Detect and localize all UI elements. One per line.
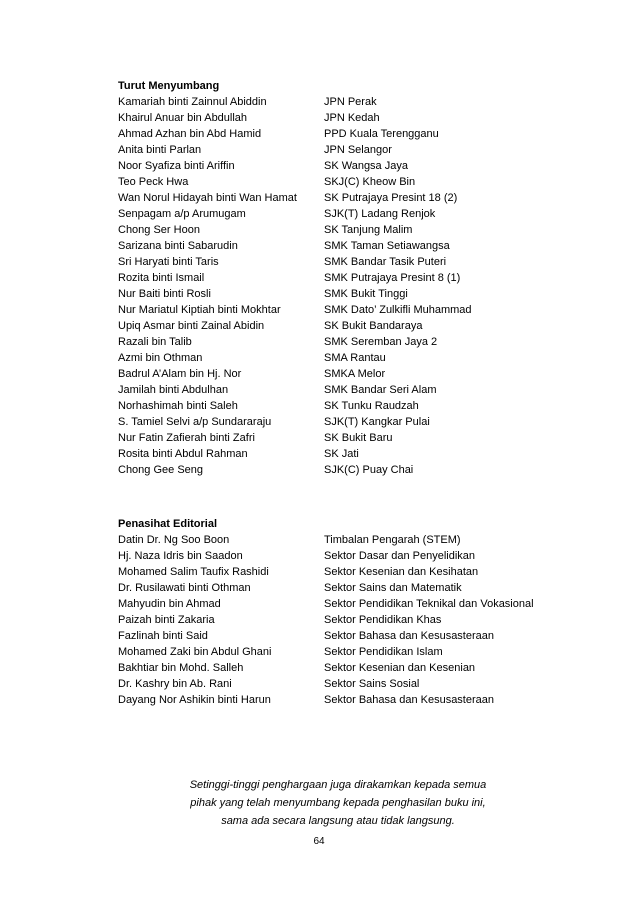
- institution-name: Sektor Pendidikan Khas: [324, 614, 442, 626]
- acknowledgement-note: [118, 776, 558, 830]
- institution-name: SMKA Melor: [324, 368, 386, 380]
- person-name: Chong Gee Seng: [118, 464, 204, 476]
- table-row: [118, 660, 558, 676]
- person-name: Bakhtiar bin Mohd. Salleh: [118, 662, 244, 674]
- table-row: [118, 190, 558, 206]
- person-name: Razali bin Talib: [118, 336, 192, 348]
- table-row: [118, 398, 558, 414]
- table-row: [118, 382, 558, 398]
- table-row: [118, 238, 558, 254]
- institution-name: SJK(T) Kangkar Pulai: [324, 416, 430, 428]
- table-row: [118, 302, 558, 318]
- institution-name: SK Tunku Raudzah: [324, 400, 419, 412]
- institution-name: SK Tanjung Malim: [324, 224, 413, 236]
- table-row: [118, 142, 558, 158]
- table-row: [118, 206, 558, 222]
- institution-name: JPN Selangor: [324, 144, 392, 156]
- institution-name: JPN Kedah: [324, 112, 380, 124]
- table-row: [118, 548, 558, 564]
- person-name: Mohamed Salim Taufix Rashidi: [118, 566, 269, 578]
- table-row: [118, 110, 558, 126]
- table-row: [118, 414, 558, 430]
- table-row: [118, 254, 558, 270]
- institution-name: SJK(T) Ladang Renjok: [324, 208, 436, 220]
- person-name: Noor Syafiza binti Ariffin: [118, 160, 235, 172]
- institution-name: Sektor Dasar dan Penyelidikan: [324, 550, 476, 562]
- person-name: Rozita binti Ismail: [118, 272, 205, 284]
- person-name: Datin Dr. Ng Soo Boon: [118, 534, 230, 546]
- table-row: [118, 532, 558, 548]
- table-row: [118, 580, 558, 596]
- person-name: Rosita binti Abdul Rahman: [118, 448, 248, 460]
- person-name: Chong Ser Hoon: [118, 224, 200, 236]
- institution-name: SMK Bandar Seri Alam: [324, 384, 437, 396]
- table-row: [118, 318, 558, 334]
- person-name: Norhashimah binti Saleh: [118, 400, 238, 412]
- institution-name: SMK Bandar Tasik Puteri: [324, 256, 447, 268]
- table-row: [118, 222, 558, 238]
- contributors-list: [118, 94, 558, 478]
- institution-name: SMK Taman Setiawangsa: [324, 240, 450, 252]
- person-name: Mohamed Zaki bin Abdul Ghani: [118, 646, 272, 658]
- table-row: [118, 676, 558, 692]
- acknowledgement-line: pihak yang telah menyumbang kepada penghasilan buku ini,: [190, 797, 486, 809]
- institution-name: Sektor Pendidikan Teknikal dan Vokasional: [324, 598, 534, 610]
- table-row: [118, 286, 558, 302]
- acknowledgement-line: Setinggi-tinggi penghargaan juga dirakamkan kepada semua: [189, 779, 487, 791]
- table-row: [118, 628, 558, 644]
- person-name: Senpagam a/p Arumugam: [118, 208, 246, 220]
- person-name: Ahmad Azhan bin Abd Hamid: [118, 128, 262, 140]
- institution-name: Sektor Sains dan Matematik: [324, 582, 462, 594]
- institution-name: SK Bukit Baru: [324, 432, 393, 444]
- person-name: S. Tamiel Selvi a/p Sundararaju: [118, 416, 272, 428]
- person-name: Jamilah binti Abdulhan: [118, 384, 229, 396]
- person-name: Paizah binti Zakaria: [118, 614, 215, 626]
- person-name: Nur Baiti binti Rosli: [118, 288, 211, 300]
- contributors-section: [118, 78, 558, 478]
- editorial-section: [118, 516, 558, 708]
- person-name: Teo Peck Hwa: [118, 176, 189, 188]
- institution-name: Timbalan Pengarah (STEM): [324, 534, 461, 546]
- institution-name: PPD Kuala Terengganu: [324, 128, 439, 140]
- table-row: [118, 158, 558, 174]
- institution-name: SJK(C) Puay Chai: [324, 464, 414, 476]
- person-name: Mahyudin bin Ahmad: [118, 598, 221, 610]
- person-name: Hj. Naza Idris bin Saadon: [118, 550, 243, 562]
- table-row: [118, 334, 558, 350]
- institution-name: JPN Perak: [324, 96, 377, 108]
- institution-name: SMK Seremban Jaya 2: [324, 336, 438, 348]
- person-name: Azmi bin Othman: [118, 352, 203, 364]
- table-row: [118, 350, 558, 366]
- person-name: Fazlinah binti Said: [118, 630, 208, 642]
- editorial-heading: Penasihat Editorial: [118, 518, 218, 530]
- person-name: Upiq Asmar binti Zainal Abidin: [118, 320, 265, 332]
- table-row: [118, 462, 558, 478]
- person-name: Nur Fatin Zafierah binti Zafri: [118, 432, 255, 444]
- person-name: Dayang Nor Ashikin binti Harun: [118, 694, 271, 706]
- acknowledgement-line: sama ada secara langsung atau tidak langsung.: [221, 815, 455, 827]
- institution-name: Sektor Sains Sosial: [324, 678, 420, 690]
- person-name: Khairul Anuar bin Abdullah: [118, 112, 248, 124]
- table-row: [118, 430, 558, 446]
- table-row: [118, 564, 558, 580]
- contributors-heading: Turut Menyumbang: [118, 80, 220, 92]
- person-name: Wan Norul Hidayah binti Wan Hamat: [118, 192, 297, 204]
- table-row: [118, 692, 558, 708]
- institution-name: SK Bukit Bandaraya: [324, 320, 423, 332]
- table-row: [118, 270, 558, 286]
- institution-name: SMK Dato’ Zulkifli Muhammad: [324, 304, 472, 316]
- table-row: [118, 596, 558, 612]
- table-row: [118, 612, 558, 628]
- institution-name: Sektor Pendidikan Islam: [324, 646, 443, 658]
- table-row: [118, 446, 558, 462]
- institution-name: Sektor Kesenian dan Kesenian: [324, 662, 476, 674]
- table-row: [118, 366, 558, 382]
- person-name: Dr. Kashry bin Ab. Rani: [118, 678, 232, 690]
- table-row: [118, 94, 558, 110]
- institution-name: SKJ(C) Kheow Bin: [324, 176, 416, 188]
- institution-name: Sektor Bahasa dan Kesusasteraan: [324, 694, 495, 706]
- table-row: [118, 174, 558, 190]
- institution-name: SMA Rantau: [324, 352, 386, 364]
- person-name: Badrul A’Alam bin Hj. Nor: [118, 368, 242, 380]
- page-number: 64: [313, 836, 325, 847]
- institution-name: SK Putrajaya Presint 18 (2): [324, 192, 458, 204]
- institution-name: Sektor Kesenian dan Kesihatan: [324, 566, 479, 578]
- person-name: Anita binti Parlan: [118, 144, 202, 156]
- table-row: [118, 126, 558, 142]
- institution-name: SK Jati: [324, 448, 359, 460]
- person-name: Sri Haryati binti Taris: [118, 256, 219, 268]
- person-name: Nur Mariatul Kiptiah binti Mokhtar: [118, 304, 281, 316]
- institution-name: Sektor Bahasa dan Kesusasteraan: [324, 630, 495, 642]
- table-row: [118, 644, 558, 660]
- institution-name: SMK Bukit Tinggi: [324, 288, 408, 300]
- institution-name: SK Wangsa Jaya: [324, 160, 408, 172]
- person-name: Kamariah binti Zainnul Abiddin: [118, 96, 267, 108]
- editorial-list: [118, 532, 558, 708]
- institution-name: SMK Putrajaya Presint 8 (1): [324, 272, 461, 284]
- person-name: Dr. Rusilawati binti Othman: [118, 582, 251, 594]
- person-name: Sarizana binti Sabarudin: [118, 240, 238, 252]
